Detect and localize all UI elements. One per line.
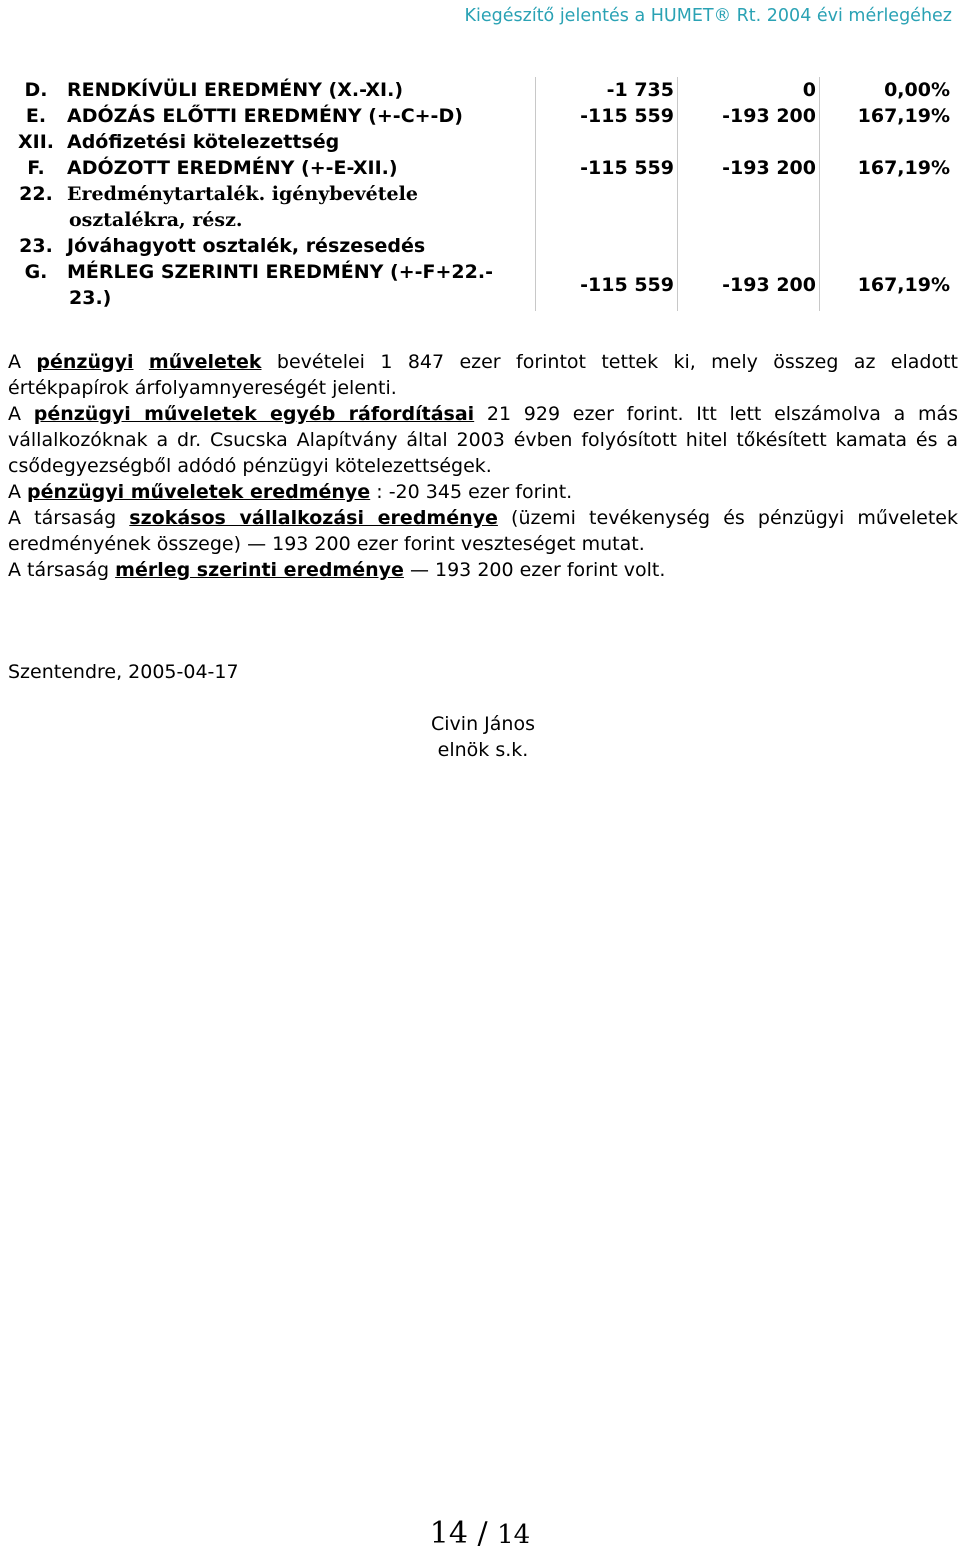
row-value-curr: -193 200 (678, 155, 820, 181)
table-row (8, 233, 953, 259)
row-value-curr: -193 200 (678, 103, 820, 129)
page-separator: / (477, 1516, 488, 1551)
row-code: 23. (19, 235, 53, 257)
row-label (64, 259, 536, 311)
row-label-line2: osztalékra, rész. (69, 209, 243, 231)
paragraph-line: csődegyezségből adódó pénzügyi kötelezettségek. (8, 455, 492, 477)
row-percent: 167,19% (820, 259, 954, 311)
paragraph-ordinary-result: A társaság szokásos vállalkozási eredménye (üzemi tevékenység és pénzügyi műveletek (8, 507, 958, 529)
row-percent (820, 181, 954, 233)
underlined-term: mérleg szerinti eredménye (115, 559, 404, 581)
row-label: ADÓZOTT EREDMÉNY (+-E-XII.) (67, 157, 398, 179)
row-percent (820, 233, 954, 259)
row-percent: 167,19% (820, 155, 954, 181)
paragraph-financial-expenses: A pénzügyi műveletek egyéb ráfordításai 21 929 ezer forint. Itt lett elszámolva a más (8, 403, 958, 425)
table-row (8, 77, 953, 103)
row-code: G. (24, 261, 48, 283)
underlined-term: pénzügyi műveletek eredménye (27, 481, 371, 503)
row-value-prev: -115 559 (536, 103, 678, 129)
row-label: RENDKÍVÜLI EREDMÉNY (X.-XI.) (67, 79, 404, 101)
running-header: Kiegészítő jelentés a HUMET® Rt. 2004 évi mérlegéhez (464, 6, 952, 26)
page-number (0, 1514, 960, 1555)
row-code: 22. (19, 183, 53, 205)
table-row (8, 259, 953, 311)
place-and-date: Szentendre, 2005-04-17 (8, 661, 239, 683)
row-code: XII. (17, 131, 54, 153)
underlined-term: szokásos vállalkozási eredménye (129, 507, 498, 529)
row-value-prev: -115 559 (536, 155, 678, 181)
row-value-curr: -193 200 (678, 259, 820, 311)
row-value-prev (536, 233, 678, 259)
row-value-prev (536, 129, 678, 155)
page-current: 14 (429, 1516, 468, 1551)
row-value-prev (536, 181, 678, 233)
row-label-line1: Eredménytartalék. igénybevétele (67, 183, 418, 205)
table-row (8, 103, 953, 129)
paragraph-balance-result: A társaság mérleg szerinti eredménye — 193 200 ezer forint volt. (8, 559, 666, 581)
row-code: E. (25, 105, 47, 127)
paragraph-line: eredményének összege) — 193 200 ezer forint veszteséget mutat. (8, 533, 645, 555)
row-value-curr (678, 181, 820, 233)
row-label (64, 181, 536, 233)
row-percent (820, 129, 954, 155)
notes-text (8, 349, 958, 583)
signer-title: elnök s.k. (437, 739, 529, 761)
table-row (8, 181, 953, 233)
page-total: 14 (497, 1520, 531, 1550)
row-code: D. (24, 79, 48, 101)
signature-block (431, 711, 535, 763)
underlined-term: pénzügyi (36, 351, 134, 373)
underlined-term: pénzügyi műveletek egyéb ráfordításai (33, 403, 475, 425)
paragraph-financial-income: A pénzügyi műveletek bevételei 1 847 ezer forintot tettek ki, mely összeg az eladott (8, 351, 958, 373)
row-percent: 167,19% (820, 103, 954, 129)
underlined-term: műveletek (148, 351, 262, 373)
paragraph-line: értékpapírok árfolyamnyereségét jelenti. (8, 377, 397, 399)
row-label-line2: 23.) (69, 287, 112, 309)
row-label: Jóváhagyott osztalék, részesedés (67, 235, 426, 257)
row-value-prev: -1 735 (536, 77, 678, 103)
paragraph-line: vállalkozóknak a dr. Csucska Alapítvány által 2003 évben folyósított hitel tőkésített kamata és a (8, 429, 958, 451)
income-statement-table (8, 77, 953, 311)
row-percent: 0,00% (820, 77, 954, 103)
row-value-curr (678, 233, 820, 259)
table-row (8, 155, 953, 181)
row-value-curr: 0 (678, 77, 820, 103)
row-label: Adófizetési kötelezettség (67, 131, 340, 153)
row-label-line1: MÉRLEG SZERINTI EREDMÉNY (+-F+22.- (67, 261, 493, 283)
paragraph-financial-result: A pénzügyi műveletek eredménye : -20 345 ezer forint. (8, 481, 573, 503)
row-label: ADÓZÁS ELŐTTI EREDMÉNY (+-C+-D) (67, 105, 463, 127)
row-value-curr (678, 129, 820, 155)
table-row (8, 129, 953, 155)
row-value-prev: -115 559 (536, 259, 678, 311)
row-code: F. (27, 157, 45, 179)
signer-name: Civin János (431, 713, 535, 735)
